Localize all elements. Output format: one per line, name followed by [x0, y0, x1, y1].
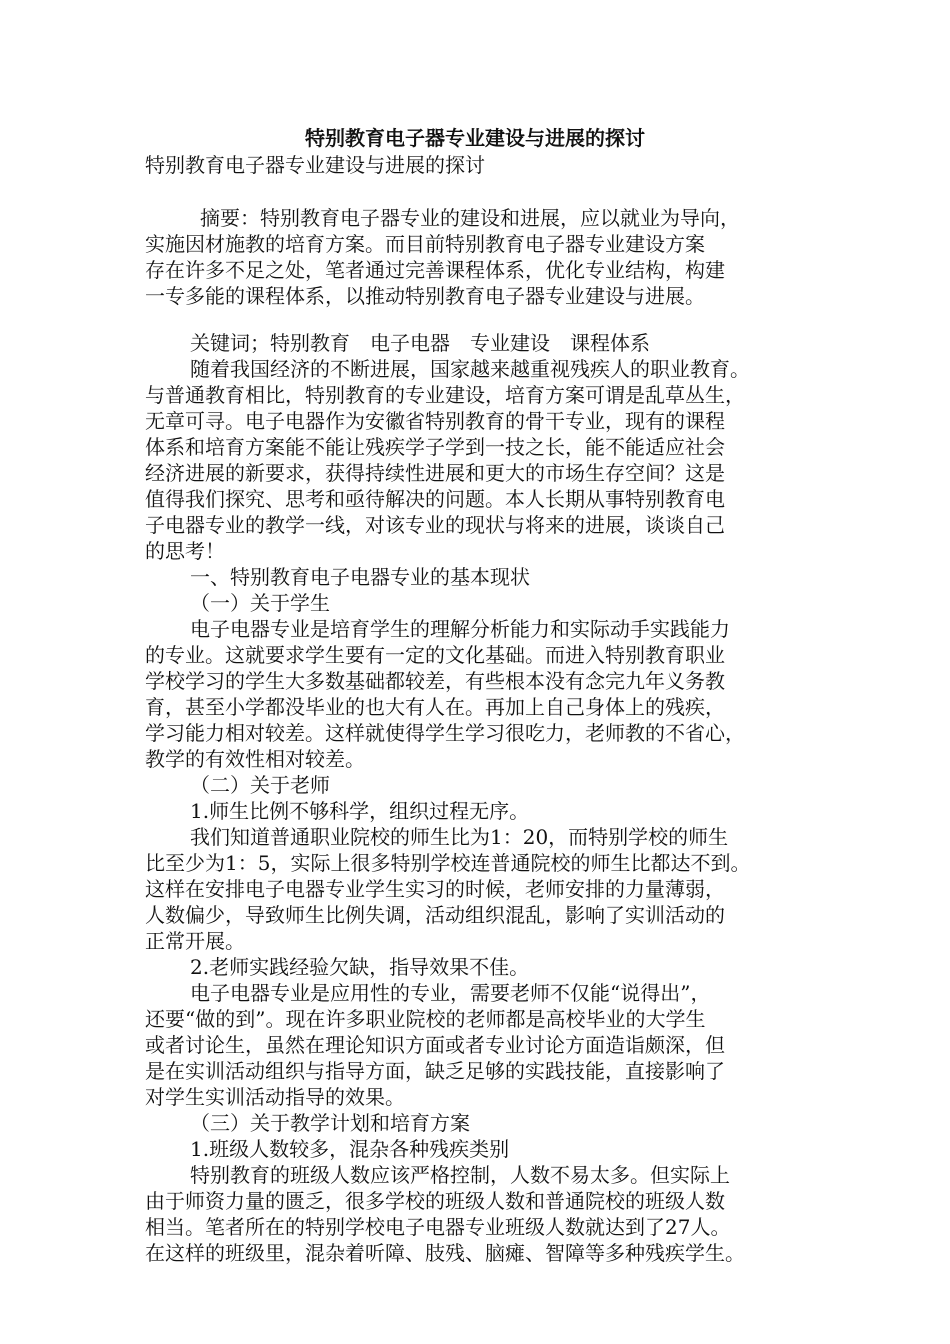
paragraph-line: 电子电器专业是培育学生的理解分析能力和实际动手实践能力: [190, 617, 730, 641]
paragraph-line: 人数偏少，导致师生比例失调，活动组织混乱，影响了实训活动的: [145, 903, 725, 927]
paragraph-line: 正常开展。: [145, 929, 245, 953]
subsection-heading: （一）关于学生: [190, 591, 330, 615]
paragraph-line: 学习能力相对较差。这样就使得学生学习很吃力，老师教的不省心，: [145, 721, 745, 745]
paragraph-line: 育，甚至小学都没毕业的也大有人在。再加上自己身体上的残疾，: [145, 695, 725, 719]
section-heading: 一、特别教育电子电器专业的基本现状: [190, 565, 530, 589]
paragraph-line: 相当。笔者所在的特别学校电子电器专业班级人数就达到了27人。: [145, 1215, 731, 1239]
paragraph-line: 在这样的班级里，混杂着听障、肢残、脑瘫、智障等多种残疾学生。: [145, 1241, 745, 1265]
subsection-heading: （三）关于教学计划和培育方案: [190, 1111, 470, 1135]
keywords-line: 关键词；特别教育 电子电器 专业建设 课程体系: [190, 331, 650, 355]
paragraph-line: 电子电器专业是应用性的专业，需要老师不仅能“说得出”，: [190, 981, 711, 1005]
paragraph-line: 体系和培育方案能不能让残疾学子学到一技之长，能不能适应社会: [145, 435, 725, 459]
paragraph-line: 子电器专业的教学一线，对该专业的现状与将来的进展，谈谈自己: [145, 513, 725, 537]
paragraph-line: 与普通教育相比，特别教育的专业建设，培育方案可谓是乱草丛生，: [145, 383, 745, 407]
subsection-heading: （二）关于老师: [190, 773, 330, 797]
paragraph-line: 或者讨论生，虽然在理论知识方面或者专业讨论方面造诣颇深，但: [145, 1033, 725, 1057]
paragraph-line: 这样在安排电子电器专业学生实习的时候，老师安排的力量薄弱，: [145, 877, 725, 901]
paragraph-line: 由于师资力量的匮乏，很多学校的班级人数和普通院校的班级人数: [145, 1189, 725, 1213]
document-title: 特别教育电子器专业建设与进展的探讨: [305, 126, 645, 150]
paragraph-line: 无章可寻。电子电器作为安徽省特别教育的骨干专业，现有的课程: [145, 409, 725, 433]
paragraph-line: 存在许多不足之处，笔者通过完善课程体系，优化专业结构，构建: [145, 258, 725, 282]
item-heading: 1.班级人数较多，混杂各种残疾类别: [190, 1137, 510, 1161]
paragraph-line: 值得我们探究、思考和亟待解决的问题。本人长期从事特别教育电: [145, 487, 725, 511]
paragraph-line: 是在实训活动组织与指导方面，缺乏足够的实践技能，直接影响了: [145, 1059, 725, 1083]
paragraph-line: 比至少为1：5，实际上很多特别学校连普通院校的师生比都达不到。: [145, 851, 751, 875]
document-subtitle: 特别教育电子器专业建设与进展的探讨: [145, 153, 485, 177]
paragraph-line: 摘要：特别教育电子器专业的建设和进展，应以就业为导向，: [200, 206, 740, 230]
paragraph-line: 学校学习的学生大多数基础都较差，有些根本没有念完九年义务教: [145, 669, 725, 693]
paragraph-line: 一专多能的课程体系，以推动特别教育电子器专业建设与进展。: [145, 284, 705, 308]
paragraph-line: 还要“做的到”。现在许多职业院校的老师都是高校毕业的大学生: [145, 1007, 706, 1031]
item-heading: 2.老师实践经验欠缺，指导效果不佳。: [190, 955, 530, 979]
paragraph-line: 经济进展的新要求，获得持续性进展和更大的市场生存空间？这是: [145, 461, 725, 485]
paragraph-line: 随着我国经济的不断进展，国家越来越重视残疾人的职业教育。: [190, 357, 750, 381]
paragraph-line: 的专业。这就要求学生要有一定的文化基础。而进入特别教育职业: [145, 643, 725, 667]
paragraph-line: 的思考！: [145, 539, 225, 563]
paragraph-line: 实施因材施教的培育方案。而目前特别教育电子器专业建设方案: [145, 232, 705, 256]
item-heading: 1.师生比例不够科学，组织过程无序。: [190, 799, 530, 823]
paragraph-line: 对学生实训活动指导的效果。: [145, 1085, 405, 1109]
paragraph-line: 教学的有效性相对较差。: [145, 747, 365, 771]
paragraph-line: 我们知道普通职业院校的师生比为1：20，而特别学校的师生: [190, 825, 729, 849]
paragraph-line: 特别教育的班级人数应该严格控制，人数不易太多。但实际上: [190, 1163, 730, 1187]
